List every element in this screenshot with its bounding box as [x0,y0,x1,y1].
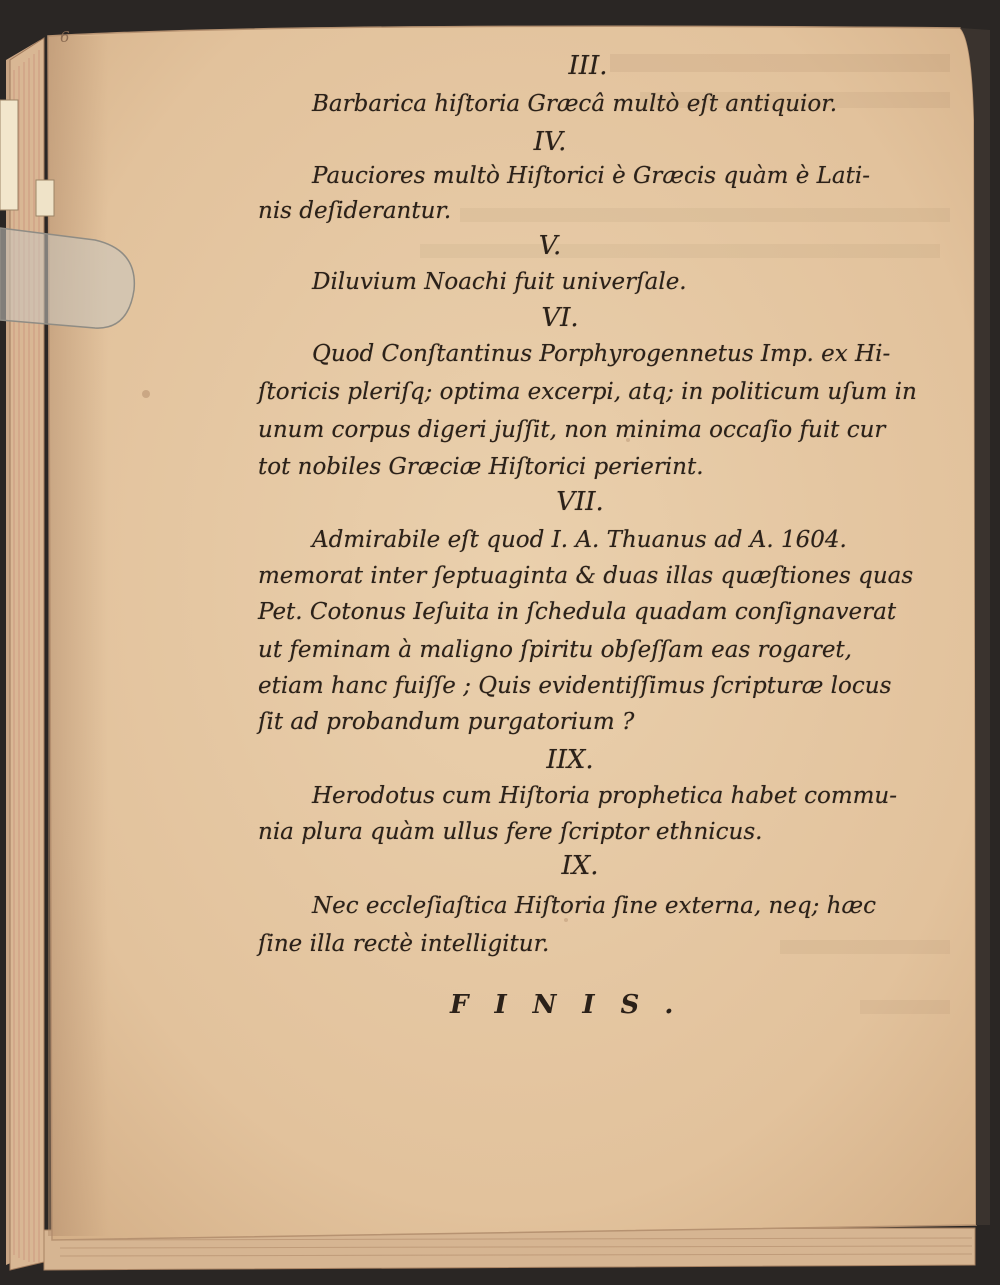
section-numeral-ix: IX. [561,851,599,881]
page-corner-mark: 6 [60,28,70,46]
text-line: nis deſiderantur. [258,198,452,224]
text-line: Pauciores multò Hiſtorici è Græcis quàm è Lati- [312,163,870,189]
text-line: Herodotus cum Hiſtoria prophetica habet commu- [312,783,898,809]
text-line: Admirabile eſt quod I. A. Thuanus ad A. 1604. [312,527,847,553]
text-line: ſit ad probandum purgatorium ? [258,709,635,735]
text-line: ſtoricis pleriſq; optima excerpi, atq; in politicum uſum in [258,379,917,405]
text-line: Pet. Cotonus Ieſuita in ſchedula quadam conſignaverat [258,599,897,625]
text-line: unum corpus digeri juſſit, non minima occaſio fuit cur [258,417,886,443]
section-numeral-vii: VII. [556,487,604,517]
text-line: ut feminam à maligno ſpiritu obſeſſam eas rogaret, [258,637,852,663]
finis-colophon: FINIS. [450,990,700,1020]
text-line: ſine illa rectè intelligitur. [258,931,550,957]
section-numeral-v: V. [538,231,562,261]
text-line: memorat inter ſeptuaginta & duas illas quæſtiones quas [258,563,914,589]
text-line: tot nobiles Græciæ Hiſtorici perierint. [258,454,704,480]
section-numeral-iv: IV. [533,127,567,157]
text-line: Quod Conſtantinus Porphyrogennetus Imp. ex Hi- [312,341,891,367]
text-line: Nec eccleſiaſtica Hiſtoria ſine externa, neq; hæc [312,893,876,919]
section-numeral-vi: VI. [541,303,579,333]
section-numeral-iii: III. [568,51,608,81]
text-line: Diluvium Noachi fuit univerſale. [312,269,687,295]
section-numeral-iix: IIX. [546,745,594,775]
text-line: etiam hanc fuiſſe ; Quis evidentiſſimus ſcripturæ locus [258,673,892,699]
text-line: nia plura quàm ullus fere ſcriptor ethnicus. [258,819,763,845]
text-line: Barbarica hiſtoria Græcâ multò eſt antiquior. [312,91,838,117]
